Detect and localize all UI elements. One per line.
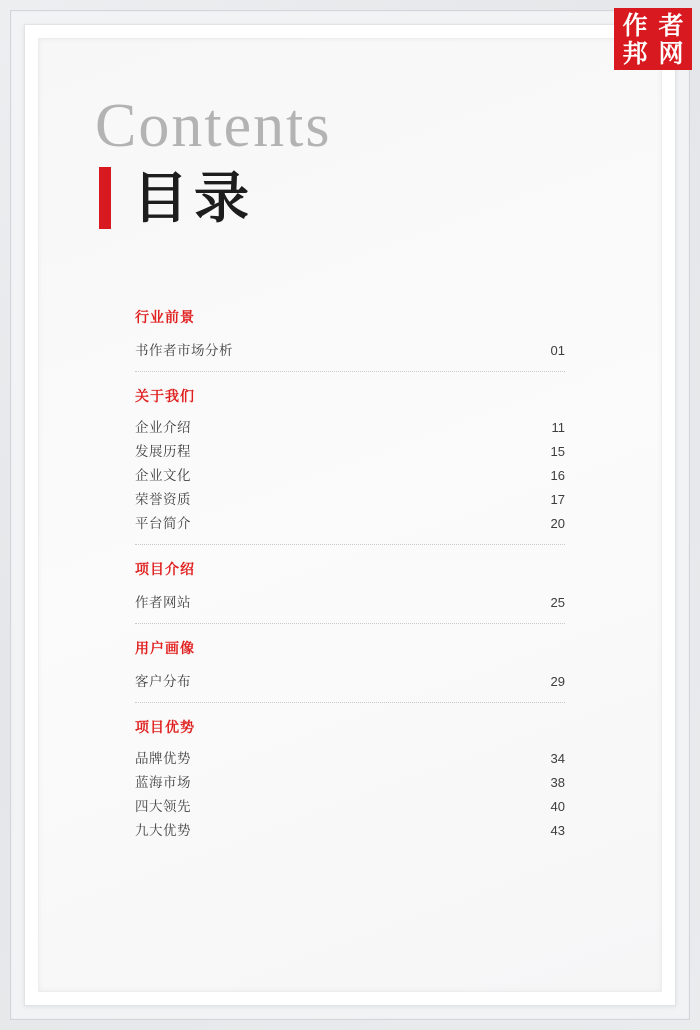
toc-item-page: 25	[550, 595, 565, 610]
toc-item-label: 企业介绍	[135, 420, 191, 436]
toc-item-label: 荣誉资质	[135, 492, 191, 508]
toc-group-title: 项目介绍	[135, 562, 195, 578]
toc-item-page: 29	[550, 674, 565, 689]
list-item[interactable]	[135, 793, 565, 817]
toc-group	[135, 638, 565, 703]
watermark-char-3: 邦	[622, 38, 648, 68]
watermark-char-4: 网	[658, 38, 684, 68]
page-content	[95, 91, 605, 939]
toc-item-page: 40	[550, 799, 565, 814]
publisher-watermark	[614, 8, 692, 70]
toc-item-page: 20	[550, 516, 565, 531]
frame-inner-panel	[38, 38, 662, 992]
list-item[interactable]	[135, 486, 565, 510]
list-item[interactable]	[135, 438, 565, 462]
title-accent-bar	[99, 167, 111, 229]
page-title-chinese: 目录	[133, 166, 256, 230]
toc-item-label: 四大领先	[135, 799, 191, 815]
page-title-chinese-wrap	[99, 167, 605, 229]
watermark-char-1: 作	[622, 10, 648, 40]
list-item[interactable]	[135, 666, 565, 692]
list-item[interactable]	[135, 510, 565, 534]
toc-group	[135, 307, 565, 372]
toc-item-label: 企业文化	[135, 468, 191, 484]
toc-item-page: 11	[551, 420, 565, 435]
toc-item-label: 发展历程	[135, 444, 191, 460]
list-item[interactable]	[135, 587, 565, 613]
toc-item-label: 品牌优势	[135, 751, 191, 767]
toc-group-title: 项目优势	[135, 720, 195, 736]
toc-item-label: 客户分布	[135, 674, 191, 690]
list-item[interactable]	[135, 769, 565, 793]
toc-item-page: 38	[550, 775, 565, 790]
list-item[interactable]	[135, 414, 565, 438]
list-item[interactable]	[135, 745, 565, 769]
table-of-contents	[135, 307, 565, 851]
toc-item-page: 17	[550, 492, 565, 507]
toc-item-label: 书作者市场分析	[135, 343, 233, 359]
list-item[interactable]	[135, 817, 565, 841]
toc-group-title: 行业前景	[135, 310, 195, 326]
page-title-english: Contents	[95, 92, 332, 160]
toc-item-label: 蓝海市场	[135, 775, 191, 791]
toc-item-page: 01	[550, 343, 565, 358]
toc-group	[135, 559, 565, 624]
toc-group-title: 用户画像	[135, 641, 195, 657]
toc-group-title: 关于我们	[135, 389, 195, 405]
toc-group	[135, 717, 565, 851]
toc-item-page: 34	[550, 751, 565, 766]
toc-item-label: 九大优势	[135, 823, 191, 839]
toc-item-page: 15	[550, 444, 565, 459]
toc-group	[135, 386, 565, 545]
list-item[interactable]	[135, 335, 565, 361]
toc-item-page: 16	[550, 468, 565, 483]
watermark-char-2: 者	[658, 10, 684, 40]
toc-item-page: 43	[550, 823, 565, 838]
list-item[interactable]	[135, 462, 565, 486]
toc-item-label: 作者网站	[135, 595, 191, 611]
toc-item-label: 平台简介	[135, 516, 191, 532]
